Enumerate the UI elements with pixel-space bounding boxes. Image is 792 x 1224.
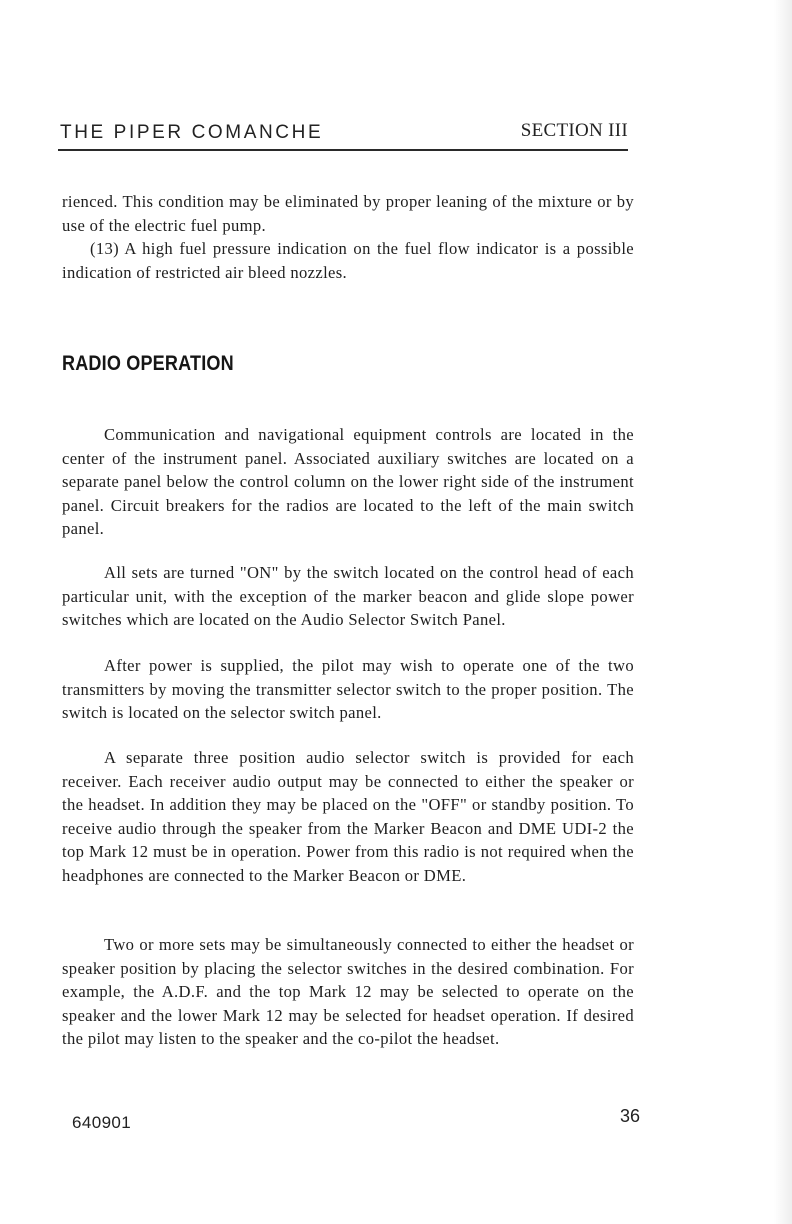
page-header [60,118,628,148]
section-label: SECTION III [520,120,628,141]
radio-paragraph-power-switches: All sets are turned "ON" by the switch located on the control head of each particular unit, with the exception of the marker beacon and glide slope power switches which are located on the Audio Selector Switch Panel. [62,563,634,629]
radio-paragraph-transmitters: After power is supplied, the pilot may wish to operate one of the two transmitters by moving the transmitter selector switch to the proper position. The switch is located on the selector switch panel. [62,656,634,722]
page-edge-shadow [774,0,792,1224]
radio-paragraph-audio-selector: A separate three position audio selector switch is provided for each receiver. Each receiver audio output may be connected to either the speaker or the headset. In addition they may be placed on the "OFF" or standby position. To receive audio through the speaker from the Marker Beacon and DME UDI-2 the top Mark 12 must be in operation. Power from this radio is not required when the headphones are connected to the Marker Beacon or DME. [62,748,634,885]
fuel-pressure-paragraph: (13) A high fuel pressure indication on the fuel flow indicator is a possible indication of restricted air bleed nozzles. [62,239,634,282]
intro-paragraph: rienced. This condition may be eliminated by proper leaning of the mixture or by use of the electric fuel pump. [62,192,634,235]
section-heading-radio-operation: RADIO OPERATION [62,352,234,375]
radio-paragraph-controls: Communication and navigational equipment controls are located in the center of the instrument panel. Associated auxiliary switches are located on a separate panel below the control column on the lower right side of the instrument panel. Circuit breakers for the radios are located to the left of the main switch panel. [62,425,634,538]
radio-paragraph-simultaneous-sets: Two or more sets may be simultaneously connected to either the headset or speaker position by placing the selector switches in the desired combination. For example, the A.D.F. and the top Mark 12 may be selected to operate on the speaker and the lower Mark 12 may be selected for headset operation. If desired the pilot may listen to the speaker and the co-pilot the headset. [62,935,634,1048]
header-divider [58,149,628,151]
page-number: 36 [620,1106,641,1126]
document-code: 640901 [72,1113,132,1132]
running-title: THE PIPER COMANCHE [60,122,324,143]
